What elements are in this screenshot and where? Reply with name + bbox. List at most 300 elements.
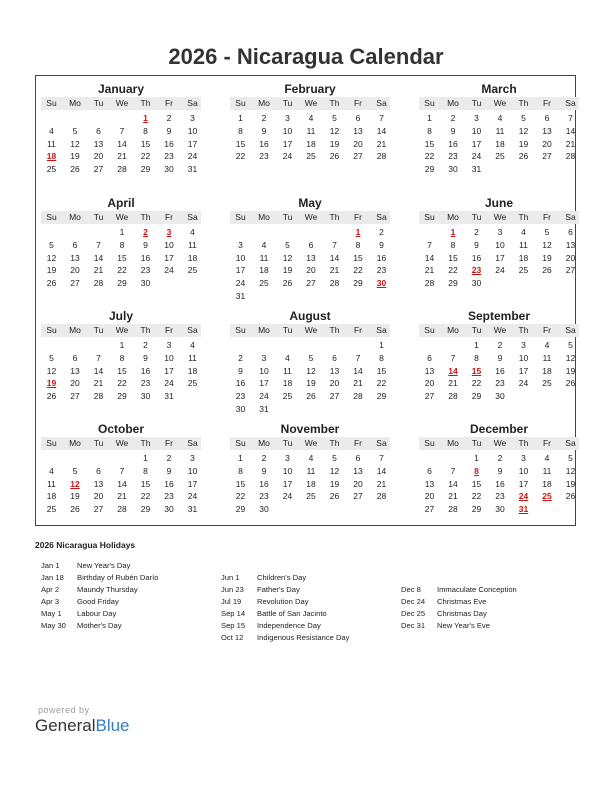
day-cell: 16 (376, 252, 387, 263)
holiday-column (221, 572, 401, 644)
month-name: February (284, 82, 336, 96)
holiday-day: 8 (474, 465, 479, 476)
day-cell: 2 (497, 453, 503, 463)
day-cell: 20 (353, 138, 363, 149)
holiday-date: Dec 25 (401, 609, 426, 618)
holiday-day: 24 (518, 491, 529, 502)
day-cell: 4 (521, 227, 526, 237)
day-cell: 25 (187, 265, 198, 276)
day-cell: 17 (187, 478, 198, 489)
day-cell: 30 (471, 278, 482, 289)
weekday-label: Th (518, 212, 529, 222)
day-cell: 24 (235, 278, 246, 289)
weekday-label: We (304, 325, 318, 335)
day-cell: 12 (329, 125, 340, 136)
day-cell: 18 (518, 252, 529, 263)
day-cell: 17 (282, 138, 293, 149)
day-cell: 5 (72, 465, 78, 476)
weekday-label: Sa (565, 325, 576, 335)
day-cell: 23 (164, 491, 174, 502)
day-cell: 8 (355, 239, 361, 250)
day-cell: 1 (119, 340, 125, 350)
day-cell: 27 (93, 164, 104, 175)
day-cell: 27 (306, 278, 316, 289)
weekday-label: Mo (447, 98, 459, 108)
day-cell: 19 (565, 365, 576, 376)
day-cell: 13 (306, 252, 316, 263)
day-cell: 28 (376, 151, 387, 162)
weekday-label: Mo (69, 98, 81, 108)
day-cell: 12 (565, 465, 576, 476)
day-cell: 10 (495, 239, 505, 250)
day-cell: 25 (187, 378, 198, 389)
weekday-header (230, 437, 390, 450)
day-cell: 2 (497, 340, 503, 350)
holiday-date: Jun 1 (221, 573, 240, 582)
day-cell: 21 (353, 378, 363, 389)
day-cell: 26 (46, 278, 57, 289)
day-cell: 10 (282, 125, 293, 136)
day-cell: 22 (424, 151, 435, 162)
day-cell: 18 (282, 378, 293, 389)
day-cell: 21 (448, 378, 458, 389)
day-cell: 25 (542, 378, 552, 389)
day-cell: 1 (143, 453, 148, 463)
day-cell: 16 (259, 138, 269, 149)
weekday-label: Th (518, 98, 529, 108)
day-cell: 28 (93, 278, 104, 289)
day-cell: 19 (329, 478, 340, 489)
day-cell: 22 (471, 378, 482, 389)
weekday-label: Th (329, 438, 340, 448)
day-cell: 13 (93, 138, 104, 149)
day-cell: 23 (164, 151, 174, 162)
weekday-label: Th (329, 325, 340, 335)
day-cell: 15 (448, 252, 458, 263)
day-cell: 28 (117, 504, 127, 515)
day-cell: 26 (70, 164, 80, 175)
day-cell: 20 (93, 151, 104, 162)
day-cell: 29 (140, 504, 151, 515)
day-cell: 29 (471, 391, 482, 402)
holiday-row (401, 608, 581, 620)
day-cell: 10 (235, 252, 246, 263)
day-cell: 24 (259, 391, 269, 402)
weekday-label: Th (140, 98, 151, 108)
weekday-label: Sa (565, 438, 576, 448)
day-cell: 3 (497, 227, 503, 237)
day-cell: 3 (285, 453, 290, 463)
weekday-label: Tu (93, 212, 104, 222)
day-cell: 31 (259, 404, 269, 414)
day-cell: 18 (542, 365, 552, 376)
day-cell: 22 (140, 151, 151, 162)
day-cell: 23 (140, 378, 151, 389)
day-cell: 10 (471, 125, 482, 136)
weekday-label: Tu (471, 212, 482, 222)
day-cell: 23 (259, 151, 269, 162)
holiday-row (221, 620, 401, 632)
day-cell: 4 (544, 453, 550, 463)
weekday-label: Mo (447, 438, 459, 448)
weekday-label: We (304, 438, 318, 448)
day-cell: 8 (427, 125, 432, 136)
day-cell: 6 (332, 352, 337, 363)
day-cell: 18 (259, 265, 269, 276)
day-cell: 25 (306, 151, 316, 162)
calendar-grid (35, 75, 576, 526)
day-cell: 4 (190, 340, 195, 350)
day-cell: 27 (424, 391, 435, 402)
day-cell: 5 (521, 113, 526, 123)
day-cell: 7 (96, 239, 101, 250)
day-cell: 7 (96, 352, 101, 363)
day-cell: 9 (379, 239, 384, 250)
day-cell: 24 (471, 151, 482, 162)
day-cell: 21 (448, 491, 458, 502)
day-cell: 28 (329, 278, 340, 289)
day-cell: 16 (495, 478, 505, 489)
day-cell: 2 (143, 340, 148, 350)
day-cell: 10 (164, 239, 174, 250)
day-cell: 6 (96, 125, 101, 136)
day-cell: 19 (565, 478, 576, 489)
day-cell: 27 (93, 504, 104, 515)
day-cell: 7 (332, 239, 337, 250)
weekday-label: Su (424, 325, 435, 335)
day-cell: 25 (495, 151, 505, 162)
weekday-label: We (115, 98, 129, 108)
day-cell: 22 (117, 378, 127, 389)
day-cell: 2 (261, 453, 267, 463)
day-cell: 21 (117, 491, 127, 502)
day-cell: 21 (117, 151, 127, 162)
day-cell: 12 (518, 125, 529, 136)
day-cell: 27 (70, 391, 80, 402)
day-cell: 16 (259, 478, 269, 489)
holiday-name: Children's Day (257, 573, 307, 582)
holiday-day: 19 (46, 378, 57, 389)
day-cell: 30 (259, 504, 269, 515)
day-cell: 14 (448, 478, 458, 489)
holiday-row (401, 620, 581, 632)
weekday-label: Fr (353, 98, 363, 108)
day-cell: 13 (70, 365, 80, 376)
day-cell: 11 (188, 352, 197, 363)
day-cell: 8 (379, 352, 384, 363)
day-cell: 28 (424, 278, 435, 289)
day-cell: 29 (448, 278, 458, 289)
day-cell: 14 (329, 252, 340, 263)
weekday-header (419, 211, 579, 224)
day-cell: 25 (282, 391, 293, 402)
month-december (419, 422, 579, 532)
holiday-name: Battle of San Jacinto (257, 609, 327, 618)
weekday-label: Su (235, 438, 246, 448)
day-cell: 4 (190, 227, 195, 237)
weekday-header (419, 97, 579, 110)
weekday-header (419, 437, 579, 450)
day-cell: 15 (140, 478, 151, 489)
day-cell: 8 (450, 239, 456, 250)
day-cell: 25 (46, 164, 57, 175)
day-cell: 9 (143, 352, 148, 363)
holiday-row (41, 572, 221, 584)
day-cell: 12 (70, 138, 80, 149)
holiday-date: May 1 (41, 609, 62, 618)
day-cell: 28 (565, 151, 576, 162)
holiday-column (41, 560, 221, 632)
holiday-day: 1 (355, 227, 361, 237)
day-cell: 29 (235, 504, 246, 515)
holiday-name: Immaculate Conception (437, 585, 517, 594)
holidays-title: 2026 Nicaragua Holidays (35, 540, 136, 550)
weekday-label: Tu (282, 325, 293, 335)
day-cell: 26 (329, 491, 340, 502)
weekday-label: Fr (164, 325, 174, 335)
day-cell: 20 (70, 378, 80, 389)
month-may (230, 196, 390, 306)
day-cell: 19 (306, 378, 316, 389)
day-cell: 27 (329, 391, 340, 402)
day-cell: 2 (166, 113, 172, 123)
weekday-label: Su (424, 438, 435, 448)
day-cell: 18 (187, 365, 198, 376)
day-cell: 17 (495, 252, 505, 263)
day-cell: 16 (448, 138, 458, 149)
day-cell: 24 (518, 378, 529, 389)
holiday-date: Sep 14 (221, 609, 246, 618)
holiday-name: Maundy Thursday (77, 585, 138, 594)
holiday-name: Indigenous Resistance Day (257, 633, 350, 642)
day-cell: 20 (424, 378, 435, 389)
day-cell: 24 (495, 265, 505, 276)
day-cell: 16 (235, 378, 246, 389)
weekday-label: Fr (164, 98, 174, 108)
holiday-row (221, 608, 401, 620)
logo-blue: Blue (95, 716, 130, 735)
day-cell: 28 (448, 391, 458, 402)
weekday-label: Sa (376, 212, 387, 222)
holiday-name: Christmas Day (437, 609, 487, 618)
day-cell: 13 (70, 252, 80, 263)
day-cell: 14 (117, 478, 127, 489)
day-cell: 14 (93, 365, 104, 376)
day-cell: 4 (544, 340, 550, 350)
day-cell: 3 (190, 453, 195, 463)
holiday-day: 25 (542, 491, 552, 502)
day-cell: 9 (450, 125, 456, 136)
day-cell: 5 (49, 352, 54, 363)
month-name: March (481, 82, 517, 96)
day-cell: 28 (117, 164, 127, 175)
day-cell: 5 (72, 125, 78, 136)
day-cell: 18 (542, 478, 552, 489)
day-cell: 16 (140, 252, 151, 263)
weekday-label: We (115, 212, 129, 222)
weekday-label: Sa (187, 438, 198, 448)
weekday-label: Th (329, 212, 340, 222)
day-cell: 13 (353, 465, 363, 476)
day-cell: 15 (117, 252, 127, 263)
day-cell: 24 (164, 265, 174, 276)
holiday-date: Dec 8 (401, 585, 421, 594)
weekday-label: Su (424, 98, 435, 108)
day-cell: 1 (474, 340, 479, 350)
day-cell: 20 (93, 491, 104, 502)
holiday-date: Jan 18 (41, 573, 64, 582)
holiday-row (401, 596, 581, 608)
weekday-label: Tu (471, 98, 482, 108)
day-cell: 4 (497, 113, 503, 123)
day-cell: 13 (565, 239, 576, 250)
day-cell: 30 (164, 164, 174, 175)
holiday-date: Dec 24 (401, 597, 426, 606)
day-cell: 29 (376, 391, 387, 402)
month-september (419, 309, 579, 419)
day-cell: 6 (72, 352, 78, 363)
weekday-label: Tu (471, 325, 482, 335)
weekday-label: Sa (376, 438, 387, 448)
day-cell: 16 (164, 138, 174, 149)
powered-by-text: powered by (38, 705, 90, 715)
holiday-row (41, 584, 221, 596)
weekday-label: Sa (187, 325, 198, 335)
day-cell: 11 (306, 125, 316, 136)
day-cell: 1 (238, 113, 243, 123)
holiday-date: Dec 31 (401, 621, 426, 630)
day-cell: 5 (568, 340, 573, 350)
day-cell: 12 (282, 252, 293, 263)
weekday-label: Sa (376, 325, 387, 335)
day-cell: 10 (164, 352, 174, 363)
day-cell: 16 (164, 478, 174, 489)
month-october (41, 422, 201, 532)
holiday-day: 14 (448, 365, 458, 376)
day-cell: 11 (188, 239, 197, 250)
weekday-label: Su (46, 98, 57, 108)
weekday-label: Sa (376, 98, 387, 108)
holiday-row (41, 596, 221, 608)
day-cell: 26 (518, 151, 529, 162)
day-cell: 12 (542, 239, 552, 250)
generalblue-logo[interactable] (35, 716, 130, 736)
weekday-label: Th (140, 438, 151, 448)
weekday-label: Fr (542, 98, 552, 108)
day-cell: 25 (518, 265, 529, 276)
holiday-day: 1 (450, 227, 456, 237)
day-cell: 25 (259, 278, 269, 289)
day-cell: 26 (70, 504, 80, 515)
month-july (41, 309, 201, 419)
day-cell: 29 (140, 164, 151, 175)
day-cell: 27 (565, 265, 576, 276)
month-name: April (107, 196, 135, 210)
day-cell: 19 (518, 138, 529, 149)
weekday-label: We (304, 98, 318, 108)
day-cell: 15 (424, 138, 435, 149)
weekday-label: Fr (542, 438, 552, 448)
weekday-label: Th (140, 325, 151, 335)
page-title: 2026 - Nicaragua Calendar (168, 44, 444, 69)
weekday-label: We (115, 438, 129, 448)
day-cell: 21 (424, 265, 435, 276)
day-cell: 9 (143, 239, 148, 250)
day-cell: 10 (259, 365, 269, 376)
day-cell: 18 (306, 478, 316, 489)
day-cell: 19 (282, 265, 293, 276)
holiday-day: 3 (166, 227, 172, 237)
day-cell: 11 (542, 352, 552, 363)
holiday-row (41, 560, 221, 572)
day-cell: 17 (471, 138, 482, 149)
holiday-row (221, 572, 401, 584)
day-cell: 21 (376, 478, 387, 489)
day-cell: 12 (46, 365, 57, 376)
day-cell: 22 (235, 151, 246, 162)
weekday-header (41, 437, 201, 450)
day-cell: 22 (448, 265, 458, 276)
day-cell: 5 (285, 239, 290, 250)
day-cell: 9 (474, 239, 479, 250)
day-cell: 7 (568, 113, 573, 123)
day-cell: 12 (329, 465, 340, 476)
weekday-header (41, 324, 201, 337)
weekday-label: Tu (282, 98, 293, 108)
day-cell: 30 (140, 278, 151, 289)
weekday-label: Su (235, 325, 246, 335)
weekday-header (419, 324, 579, 337)
logo-general: General (35, 716, 96, 735)
holiday-day: 18 (46, 151, 57, 162)
day-cell: 26 (46, 391, 57, 402)
month-name: May (298, 196, 322, 210)
day-cell: 7 (119, 125, 125, 136)
month-name: June (484, 196, 513, 210)
day-cell: 14 (353, 365, 363, 376)
month-november (230, 422, 390, 532)
day-cell: 3 (190, 113, 195, 123)
day-cell: 31 (235, 291, 246, 301)
day-cell: 21 (93, 265, 104, 276)
day-cell: 22 (471, 491, 482, 502)
day-cell: 9 (238, 365, 243, 376)
day-cell: 14 (376, 465, 387, 476)
day-cell: 19 (329, 138, 340, 149)
holiday-name: Birthday of Rubén Darío (77, 573, 159, 582)
holiday-name: New Year's Day (77, 561, 131, 570)
day-cell: 23 (448, 151, 458, 162)
day-cell: 22 (376, 378, 387, 389)
weekday-label: We (493, 98, 507, 108)
day-cell: 26 (565, 378, 576, 389)
weekday-label: Mo (447, 212, 459, 222)
day-cell: 21 (565, 138, 576, 149)
day-cell: 9 (261, 465, 267, 476)
weekday-label: Fr (353, 325, 363, 335)
weekday-label: Th (329, 98, 340, 108)
holiday-date: Jul 19 (221, 597, 242, 606)
day-cell: 23 (259, 491, 269, 502)
day-cell: 6 (355, 113, 361, 123)
day-cell: 12 (46, 252, 57, 263)
holiday-name: New Year's Eve (437, 621, 490, 630)
day-cell: 7 (427, 239, 432, 250)
day-cell: 25 (306, 491, 316, 502)
weekday-label: Tu (282, 438, 293, 448)
holiday-row (41, 620, 221, 632)
day-cell: 4 (285, 352, 290, 363)
